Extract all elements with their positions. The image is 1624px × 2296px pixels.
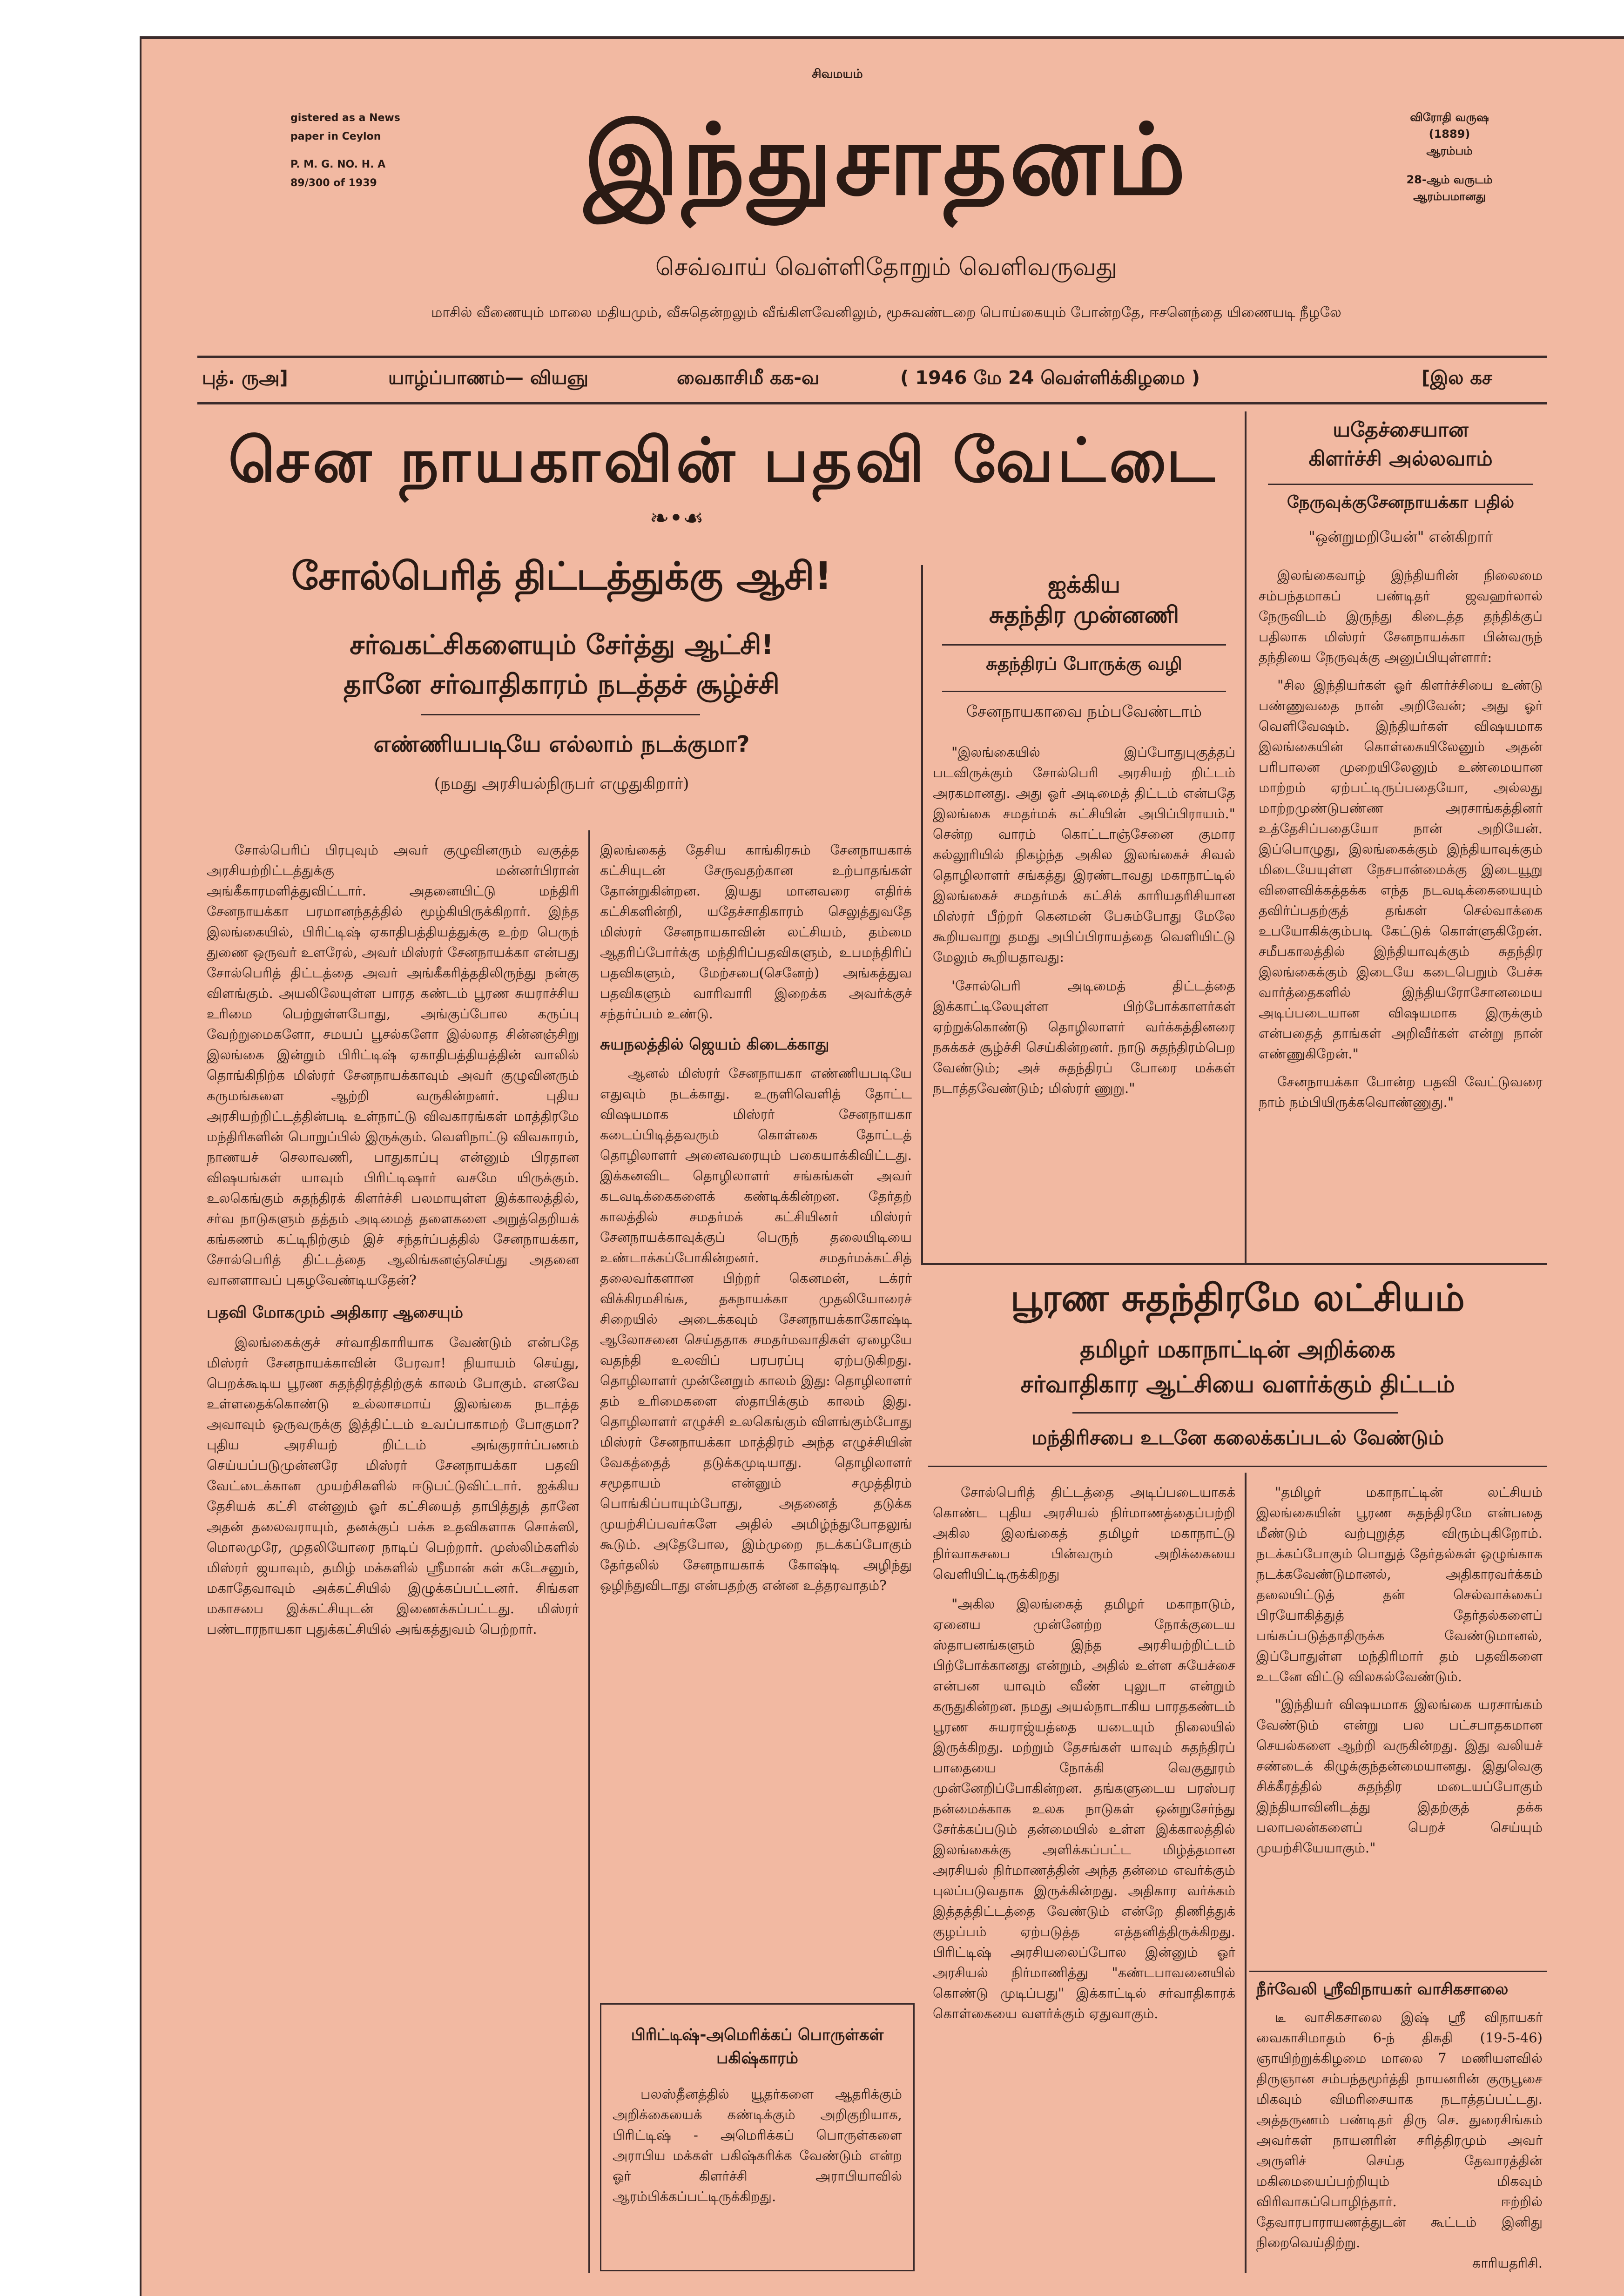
mid-paragraph: "தமிழர் மகாநாட்டின் லட்சியம் இலங்கையின் பூரண சுதந்திரமே என்பதை மீண்டும் வற்புறுத்த விரும்புகிறோம். நடக்கப்போகும் பொதுத் தேர்தல்கள் ஒழுங்காக நடக்கவேண்டுமானல், அதிகாரவர்க்கம் தலையிட்டுத் தன் செல்வாக்கைப் பிரயோகித்துத் தேர்தல்களைப் பங்கப்படுத்தாதிருக்க வேண்டுமானல், இப்போதுள்ள மந்திரிமார் தம் பதவிகளை உடனே விட்டு விலகல்வேண்டும்.: [1256, 1484, 1543, 1684]
notice-signature: காரியதரிசி.: [1472, 2255, 1543, 2271]
lead-deck-3: எண்ணியபடியே எல்லாம் நடக்குமா?: [373, 731, 750, 757]
mid-left-column: [933, 1482, 1235, 2024]
mid-paragraph: சோல்பெரித் திட்டத்தை அடிப்படையாகக் கொண்ட புதிய அரசியல் நிர்மாணத்தைப்பற்றி அகில இலங்கைத் தமிழர் மகாநாட்டு நிர்வாகசபை பின்வரும் அறிக்கையை வெளியிட்டிருக்கிறது: [933, 1484, 1235, 1582]
masthead-right-block: [1375, 109, 1524, 205]
year-number: (1889): [1429, 128, 1470, 141]
masthead-title: இந்துசாதனம்: [584, 103, 1189, 217]
front-head-1: ஐக்கிய: [1048, 571, 1120, 598]
year-start: ஆரம்பம்: [1426, 144, 1473, 157]
registration-block: [290, 109, 411, 193]
right-subhead: நேருவுக்குசேனநாயக்கா பதில்: [1287, 493, 1515, 512]
mid-subhead-3: மந்திரிசபை உடனே கலைக்கப்படல் வேண்டும்: [1031, 1426, 1444, 1449]
newspaper-page: [140, 36, 1624, 2296]
mid-right-column: [1256, 1482, 1543, 1858]
lead-column-2: [600, 840, 912, 1596]
notice-title: நீர்வேலி ஸ்ரீவிநாயகர் வாசிகசாலை: [1256, 1980, 1509, 1999]
mid-headline: பூரண சுதந்திரமே லட்சியம்: [1011, 1276, 1465, 1320]
front-paragraph: "இலங்கையில் இப்போதுபுகுத்தப் படவிருக்கும் சோல்பெரி அரசியற் றிட்டம் அரகமானது. அது ஓர் அடிமைத் திட்டம் என்பதே இலங்கை சமதர்மக் கட்சியின் அபிப்பிராயம்." சென்ற வாரம் கொட்டாஞ்சேனை குமார கல்லூரியில் நிகழ்ந்த அகில இலங்கைச் சிவல் தொழிலாளர் சங்கத்து இரண்டாவது மகாநாட்டில் இலங்கைச் சமதர்மக் கட்சிக் காரியதரிசியான மிஸ்ரர் பீற்றர் கெனமன் பேசும்போது மேலே கூறியவாறு தமது அபிப்பிராயத்தை வெளியிட்டு மேலும் கூறியதாவது:: [933, 744, 1235, 965]
front-head-2: சுதந்திர முன்னணி: [989, 601, 1179, 628]
right-rule: [1268, 484, 1533, 485]
lead-deck-2: தானே சர்வாதிகாரம் நடத்தச் சூழ்ச்சி: [344, 668, 780, 700]
dateline-top-rule: [197, 356, 1547, 358]
mid-subhead-1: தமிழர் மகாநாட்டின் அறிக்கை: [1080, 1336, 1395, 1363]
right-paragraph: இலங்கைவாழ் இந்தியரின் நிலைமை சம்பந்தமாகப் பண்டிதர் ஜவஹர்லால் நேருவிடம் இருந்து கிடைத்த தந்திக்குப் பதிலாக மிஸ்ரர் சேனநாயக்கா பின்வருந் தந்தியை நேருவுக்கு அனுப்பியுள்ளார்:: [1259, 567, 1543, 665]
mid-paragraph: "இந்தியர் விஷயமாக இலங்கை யரசாங்கம் வேண்டும் என்று பல பட்சபாதகமான செயல்களை ஆற்றி வருகின்றது. இது வலியச் சண்டைக் கிழுக்குந்தன்மையானது. இதுவெகு சிக்கீரத்தில் சுதந்திர மடையப்போகும் இந்தியாவினிடத்து இதற்குத் தக்க பலாபலன்களைப் பெறச் செய்யும் முயற்சியேயாகும்.": [1256, 1697, 1543, 1856]
right-kicker: "ஒன்றுமறியேன்" என்கிறார்: [1308, 528, 1493, 545]
lead-byline: (நமது அரசியல்நிருபர் எழுதுகிறார்): [434, 774, 689, 793]
column-rule: [1245, 1473, 1247, 2273]
lead-subheading: சுயநலத்தில் ஜெயம் கிடைக்காது: [600, 1035, 829, 1054]
volume-note: 28-ஆம் வருடம் ஆரம்பமானது: [1406, 173, 1493, 203]
front-subhead: சுதந்திரப் போருக்கு வழி: [986, 653, 1182, 674]
front-paragraph: 'சோல்பெரி அடிமைத் திட்டத்தை இக்காட்டிலேயுள்ள பிற்போக்காளர்கள் ஏற்றுக்கொண்டு தொழிலாளர் வர்க்கத்தினரை நசுக்கச் சூழ்ச்சி செய்கின்றனர். நாடு சுதந்திரம்பெற வேண்டும்; அச் சுதந்திரப் போரை மக்கள் நடாத்தவேண்டும்; மிஸ்ரர் ணுறு.": [933, 978, 1235, 1096]
year-name: விரோதி வருஷ: [1410, 111, 1489, 124]
notice-column: [1256, 1980, 1543, 2273]
dateline: [202, 367, 1547, 395]
section-rule: [921, 1263, 1547, 1265]
masthead-subtitle: செவ்வாய் வெள்ளிதோறும் வெளிவருவது: [655, 253, 1118, 281]
front-rule: [942, 691, 1226, 692]
lead-headline: சென நாயகாவின் பதவி வேட்டை: [228, 425, 1219, 496]
ornament-divider: ❧•☙: [649, 505, 704, 532]
lead-paragraph: இலங்கைக்குச் சர்வாதிகாரியாக வேண்டும் என்பதே மிஸ்ரர் சேனநாயக்காவின் பேரவா! நியாயம் செய்து, பெறக்கூடிய பூரண சுதந்திரத்திற்குக் காலம் போகும். எனவே உள்ளதைக்கொண்டு உல்லாசமாய் இலங்கை நடாத்த அவாவும் ஒருவருக்கு இத்திட்டம் உவப்பாகாமற் போகுமா? புதிய அரசியற் றிட்டம் அங்குரார்ப்பணம் செய்யப்படுமுன்னரே மிஸ்ரர் சேனநாயக்கா பதவி வேட்டைக்கான முயற்சிகளில் ஈடுபட்டுவிட்டார். ஐக்கிய தேசியக் கட்சி என்னும் ஓர் கட்சியைத் தாபித்துத் தானே அதன் தலைவராயும், தனக்குப் பக்க உதவிகளாக சொக்ஸி, மொலமுரே, முதலியோரை நாடிப் பெற்றார். முஸ்லிம்களில் மிஸ்ரர் ஜயாவும், தமிழ் மக்களில் ஸ்ரீமான் கள் கடேசனும், மகாதேவாவும் அக்கட்சியில் இழுக்கப்பட்டனர். சிங்கள மகாசபை இக்கட்சியுடன் இணைக்கப்பட்டது. மிஸ்ரர் பண்டாரநாயகா புதுக்கட்சியில் அங்கத்துவம் பெற்றார்.: [207, 1334, 579, 1637]
dateline-month: வைகாசிமீ கக-வ: [677, 367, 820, 389]
deck-rule: [421, 714, 700, 715]
column-rule: [588, 830, 590, 2273]
volume-number: புத். ருஅ]: [202, 367, 288, 389]
right-head-2: கிளர்ச்சி அல்லவாம்: [1308, 447, 1493, 471]
boycott-paragraph: பலஸ்தீனத்தில் யூதர்களை ஆதரிக்கும் அறிக்கையைக் கண்டிக்கும் அறிகுறியாக, பிரிட்டிஷ் - அமெரிக்கப் பொருள்களை அராபிய மக்கள் பகிஷ்கரிக்க வேண்டும் என்ற ஓர் கிளர்ச்சி அராபியாவில் ஆரம்பிக்கப்பட்டிருக்கிறது.: [613, 2086, 902, 2204]
masthead-motto: மாசில் வீணையும் மாலை மதியமும், வீசுதென்றலும் வீங்கிளவேனிலும், மூசுவண்டறை பொய்கையும் போன்றதே, ஈசனெந்தை யிணையடி நீழலே: [431, 304, 1341, 321]
lead-column-1: [207, 840, 579, 1639]
lead-subhead: சோல்பெரித் திட்டத்துக்கு ஆசி!: [291, 554, 832, 599]
right-column: [1259, 565, 1543, 1112]
right-paragraph: சேனநாயக்கா போன்ற பதவி வேட்டுவரை நாம் நம்பியிருக்கவொண்ணுது.": [1259, 1074, 1543, 1110]
front-column: [933, 742, 1235, 1098]
notice-paragraph: டீ வாசிகசாலை இஷ் ஸ்ரீ விநாயகர் வைகாசிமாதம் 6-ந் திகதி (19-5-46) ஞாயிற்றுக்கிழமை மாலை 7 மணியளவில் திருஞான சம்பந்தமூர்த்தி நாயனரின் குருபூசை மிகவும் விமரிசையாக நடாத்தப்பட்டது. அத்தருணம் பண்டிதர் திரு செ. துரைசிங்கம் அவர்கள் நாயனரின் சரித்திரமும் அவர் அருளிச் செய்த தேவாரத்தின் மகிமையைப்பற்றியும் மிகவும் விரிவாகப்பொழிந்தார். ஈற்றில் தேவாரபாராயணத்துடன் கூட்டம் இனிது நிறைவெய்திற்று.: [1256, 2009, 1543, 2250]
front-kicker: சேனநாயகாவை நம்பவேண்டாம்: [966, 702, 1202, 721]
registration-line: 89/300 of 1939: [290, 177, 377, 189]
mid-rule: [1072, 1412, 1398, 1414]
column-rule: [1245, 411, 1247, 1263]
lead-paragraph: சோல்பெரிப் பிரபுவும் அவர் குழுவினரும் வகுத்த அரசியற்றிட்டத்துக்கு மன்னர்பிரான் அங்கீகாரமளித்துவிட்டார். அதனையிட்டு மந்திரி சேனநாயக்கா பரமானந்தத்தில் மூழ்கியிருக்கிறார். இந்த இலங்கையில், பிரிட்டிஷ் ஏகாதிபத்தியத்துக்கு உற்ற பெருந் துணை ஒருவர் உளரேல், அவர் மிஸ்ரர் சேனநாயக்கா என்பது சோல்பெரித் திட்டத்தை அவர் அங்கீகரித்ததிலிருந்து நன்கு விளங்கும். அயலிலேயுள்ள பாரத கண்டம் பூரண சுயராச்சிய உரிமை பெற்றுள்ளபோது, அங்குப்போல கருப்பு வேற்றுமைகளோ, சமயப் பூசல்களோ இல்லாத சின்னஞ்சிறு இலங்கை இன்றும் பிரிட்டிஷ் ஏகாதிபத்தியத்தின் வாலில் தொங்கிநிற்க மிஸ்ரர் சேனநாயக்காவும் அவர் குழுவினரும் கருமங்களை ஆற்றி வருகின்றனர். புதிய அரசியற்றிட்டத்தின்படி உள்நாட்டு விவகாரங்கள் மாத்திரமே மந்திரிகளின் பொறுப்பில் இருக்கும். வெளிநாட்டு விவகாரம், நாணயச் செலாவணி, பாதுகாப்பு என்னும் பிரதான விஷயங்கள் யாவும் பிரிட்டிஷார் வசமே யிருக்கும். உலகெங்கும் சுதந்திரக் கிளர்ச்சி பலமாயுள்ள இக்காலத்தில், சர்வ நாடுகளும் தத்தம் அடிமைத் தளைகளை அறுத்தெறியக் கங்கணம் கட்டிநிற்கும் இச் சந்தர்ப்பத்தில் சேனநாயக்கா, சோல்பெரித் திட்டத்தை ஆலிங்கனஞ்செய்து அதனை வானளாவப் புகழவேண்டியதேன்?: [207, 842, 579, 1288]
dateline-place: யாழ்ப்பாணம்— வியஞு: [388, 367, 589, 389]
mid-paragraph: "அகில இலங்கைத் தமிழர் மகாநாடும், ஏனைய முன்னேற்ற நோக்குடைய ஸ்தாபனங்களும் இந்த அரசியற்றிட்டம் பிற்போக்கானது என்றும், அதில் உள்ள சுயேச்சை என்பன யாவும் வீண் புலுடா என்றும் கருதுகின்றன. நமது அயல்நாடாகிய பாரதகண்டம் பூரண சுயராஜ்யத்தை யடையும் நிலையில் இருக்கிறது. மற்றும் தேசங்கள் யாவும் சுதந்திரப் பாதையை நோக்கி வெகுதூரம் முன்னேறிப்போகின்றன. தங்களுடைய பரஸ்பர நன்மைக்காக உலக நாடுகள் ஒன்றுசேர்ந்து சேர்க்கப்படும் தன்மையில் உள்ள இக்காலத்தில் இலங்கைக்கு அளிக்கப்பட்ட மிழ்த்தமான அரசியல் நிர்மாணத்தின் அந்த தன்மை எவர்க்கும் புலப்படுவதாக இருக்கின்றது. அதிகார வர்க்கம் இத்தத்திட்டத்தை வேண்டும் என்றே திணித்துக் குழப்பம் ஏற்படுத்த எத்தனித்திருக்கிறது. பிரிட்டிஷ் அரசியலைப்போல இன்னும் ஓர் அரசியல் நிர்மாணித்து "கண்டபாவனையில் கொண்டு முடிப்பது" இக்காட்டில் சர்வாதிகாரக் கொள்கையை வளர்க்கும் ஏதுவாகும்.: [933, 1596, 1235, 2021]
notice-rule: [1249, 1971, 1547, 1972]
mid-subhead-2: சர்வாதிகார ஆட்சியை வளர்க்கும் திட்டம்: [1020, 1371, 1455, 1398]
dateline-date: ( 1946 மே 24 வெள்ளிக்கிழமை ): [900, 367, 1200, 389]
front-rule: [942, 644, 1226, 646]
lead-paragraph: ஆனல் மிஸ்ரர் சேனநாயகா எண்ணியபடியே எதுவும் நடக்காது. உருளிவெளித் தோட்ட விஷயமாக மிஸ்ரர் சேனநாயகா கடைப்பிடித்தவரும் கொள்கை தோட்டத் தொழிலாளர் அனைவரையும் பகையாக்கிவிட்டது. இக்கனவிட தொழிலாளர் சங்கங்கள் அவர் கடவடிக்கைகளைக் கண்டிக்கின்றன. தேர்தற் காலத்தில் சமதர்மக் கட்சியினர் மிஸ்ரர் சேனநாயக்காவுக்குப் பெருந் தலையிடியை உண்டாக்கப்போகின்றனர். சமதர்மக்கட்சித் தலைவர்களான பிற்றர் கெனமன், டக்ரர் விக்கிரமசிங்க, தகநாயக்கா முதலியோரைச் சிறையில் அடைக்கவும் சேனநாயக்காகோஷ்டி ஆலோசனை செய்ததாக சமதர்மவாதிகள் ஏழையே வதந்தி உலவிப் பரபரப்பு ஏற்படுகிறது. தொழிலாளர் முன்னேறும் காலம் இது: தொழிலாளர் தம் உரிமைகளை ஸ்தாபிக்கும் காலம் இது. தொழிலாளர் எழுச்சி உலகெங்கும் விளங்கும்போது மிஸ்ரர் சேனநாயக்கா மாத்திரம் அந்த எழுச்சியின் வேகத்தைத் தடுக்கமுடியாது. தொழிலாளர் சமூதாயம் என்னும் சமுத்திரம் பொங்கிப்பாயும்போது, அதனைத் தடுக்க முயற்சிப்பவர்களே அதில் அமிழ்ந்துபோதலுங் கூடும். அதேபோல, இம்முறை நடக்கப்போகும் தேர்தலில் சேனநாயகாக் கோஷ்டி அழிந்து ஒழிந்துவிடாது என்பதற்கு என்ன உத்தரவாதம்?: [600, 1065, 912, 1593]
issue-number: [இல கச: [1422, 367, 1493, 389]
right-paragraph: "சில இந்தியர்கள் ஓர் கிளர்ச்சியை உண்டு பண்ணுவதை நான் அறிவேன்; அது ஓர் வெளிவேஷம். இந்தியர்கள் விஷயமாக இலங்கையின் கொள்கையிலேனும் அதன் பரிபாலன முறையிலேனும் உண்மையான மாற்றம் ஏற்பட்டிருப்பதையோ, அல்லது மாற்றமுண்டுபண்ண அரசாங்கத்தினர் உத்தேசிப்பதையோ நான் அறியேன். இப்பொழுது, இலங்கைக்கும் இந்தியாவுக்கும் மிடையேயுள்ள நேசபான்மைக்கு இடையூறு விளைவிக்கத்தக்க எந்த நடவடிக்கையையும் தவிர்ப்பதற்குத் தங்கள் செல்வாக்கை உபயோகிக்கும்படி கேட்டுக் கொள்ளுகிறேன். சமீபகாலத்தில் இந்தியாவுக்கும் சுதந்திர இலங்கைக்கும் இடையே கடைபெறும் பேச்சு வார்த்தைகளில் இந்தியரோசோனமைய அடிப்படையான விஷயமாக இருக்கும் என்பதைத் தாங்கள் அறிவீர்கள் என்று நான் எண்ணுகிறேன்.": [1259, 677, 1543, 1062]
registration-line: paper in Ceylon: [290, 131, 381, 142]
registration-line: gistered as a News: [290, 112, 400, 124]
mid-rule: [928, 1466, 1547, 1467]
invocation-text: சிவமயம்: [812, 67, 863, 81]
lead-deck-1: சர்வகட்சிகளையும் சேர்த்து ஆட்சி!: [350, 629, 774, 660]
boycott-title: பிரிட்டிஷ்-அமெரிக்கப் பொருள்கள் பகிஷ்காரம்: [631, 2026, 884, 2067]
right-head-1: யதேச்சையான: [1333, 418, 1469, 442]
boycott-box: [600, 2003, 915, 2271]
lead-paragraph: இலங்கைத் தேசிய காங்கிரசும் சேனநாயகாக் கட்சியுடன் சேருவதற்கான உற்பாதங்கள் தோன்றுகின்றன. இயது மானவரை எதிர்க் கட்சிகளின்றி, யதேச்சாதிகாரம் செலுத்துவதே மிஸ்ரர் சேனநாயகாவின் லட்சியம், தம்மை ஆதரிப்போர்க்கு மந்திரிப்பதவிகளும், உபமந்திரிப் பதவிகளும், மேற்சபை(செனேற்) அங்கத்துவ பதவிகளும் வாரிவாரி இறைக்க அவர்க்குச் சந்தர்ப்பம் உண்டு.: [600, 842, 912, 1022]
registration-line: P. M. G. NO. H. A: [290, 159, 386, 170]
lead-subheading: பதவி மோகமும் அதிகார ஆசையும்: [207, 1303, 463, 1322]
dateline-bottom-rule: [197, 402, 1547, 404]
column-rule: [921, 565, 923, 1263]
